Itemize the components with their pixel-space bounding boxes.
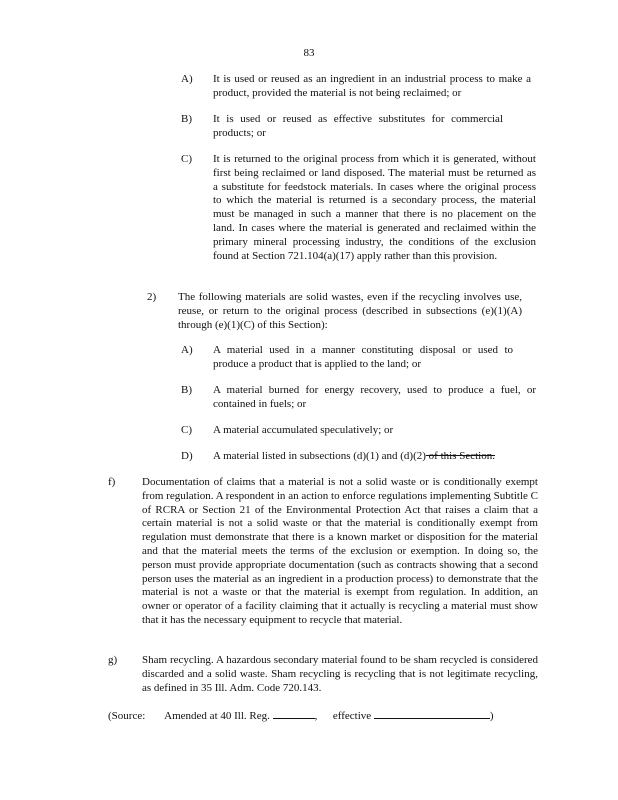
- item-label: g): [108, 654, 118, 666]
- item-text: [213, 450, 536, 464]
- item-text: A material used in a manner constituting disposal or used to produce a product that is applied to the land; or: [213, 344, 513, 370]
- register-blank: [273, 708, 315, 719]
- source-note: (Source: Amended at 40 Ill. Reg. , effective ): [108, 710, 494, 722]
- item-label: D): [181, 450, 193, 462]
- source-prefix: (Source:: [108, 710, 146, 722]
- item-label: f): [108, 476, 116, 488]
- item-label: 2): [147, 291, 157, 303]
- item-label: A): [181, 73, 193, 85]
- item-text: It is used or reused as an ingredient in an industrial process to make a product, provided the material is not being reclaimed; or: [213, 73, 531, 99]
- source-close: ): [489, 710, 494, 722]
- struck-text: of this Section.: [425, 450, 495, 462]
- item-label: C): [181, 424, 192, 436]
- item-label: B): [181, 384, 192, 396]
- item-text: The following materials are solid wastes, even if the recycling involves use, reuse, or return to the original process (described in subsections (e)(1)(A) through (e)(1)(C) of this Section):: [178, 291, 522, 331]
- item-label: B): [181, 113, 192, 125]
- effective-date-blank: [374, 708, 490, 719]
- item-label: A): [181, 344, 193, 356]
- item-text: It is returned to the original process from which it is generated, without first being reclaimed or land disposed. The material must be returned as a substitute for feedstock materials. In cases where the original process to which the material is returned is a secondary process, the material must be managed in such a manner that there is no placement on the land. In cases where the material is generated and reclaimed within the primary mineral processing industry, the conditions of the exclusion found at Section 721.104(a)(17) apply rather than this provision.: [213, 153, 536, 262]
- item-text-main: A material listed in subsections (d)(1) and (d)(2): [213, 450, 426, 462]
- item-label: C): [181, 153, 192, 165]
- source-effective: effective: [332, 710, 372, 722]
- item-text: Documentation of claims that a material is not a solid waste or is conditionally exempt from regulation. A respondent in an action to enforce regulations implementing Subtitle C of RCRA or Section 21 of the Environmental Protection Act that raises a claim that a certain material is not a solid waste or that the material is conditionally exempt from regulation must demonstrate that there is a known market or disposition for the material and that the material meets the terms of the exclusion or exemption. In doing so, the person must provide appropriate documentation (such as contracts showing that a second person uses the material as an ingredient in a production process) to demonstrate that the material is not a waste or that the material is exempt from regulation. In addition, an owner or operator of a facility claiming that it actually is recycling a material must show that it has the necessary equipment to recycle that material.: [142, 476, 538, 626]
- source-amended: Amended at 40 Ill. Reg.: [164, 710, 270, 722]
- item-text: A material burned for energy recovery, used to produce a fuel, or contained in fuels; or: [213, 384, 536, 410]
- item-text: A material accumulated speculatively; or: [213, 424, 394, 436]
- item-text: It is used or reused as effective substitutes for commercial products; or: [213, 113, 503, 139]
- page-number: 83: [303, 47, 315, 59]
- item-text: Sham recycling. A hazardous secondary material found to be sham recycled is considered discarded and a solid waste. Sham recycling is recycling that is not legitimate recycling, as defined in 35 Ill. Adm. Code 720.143.: [142, 654, 538, 694]
